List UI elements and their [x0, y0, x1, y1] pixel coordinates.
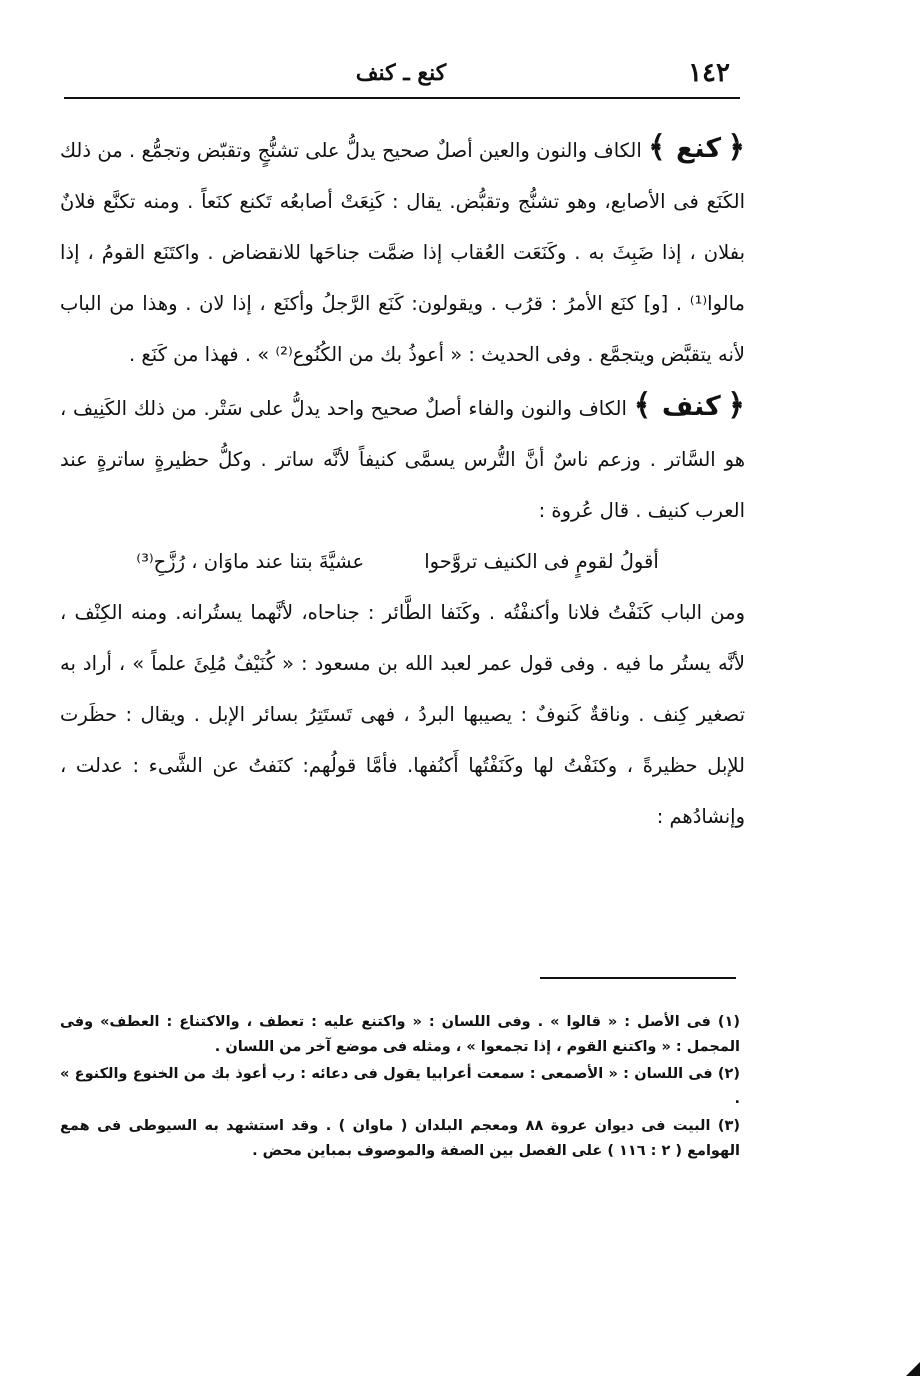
- headword-kana: كنع: [675, 133, 722, 164]
- footnotes: [60, 1010, 740, 1166]
- page-number: ١٤٢: [688, 58, 730, 88]
- bracket-close: ﴾: [648, 130, 666, 165]
- footnote-1: (١) فى الأصل : « قالوا » . وفى اللسان : « واكتنع عليه : تعطف ، والاكتناع : العطف» وفى المجمل : « واكتنع القوم ، إذا تجمعوا » ، ومثله فى موضع آخر من اللسان .: [60, 1014, 740, 1055]
- entry-kana-text: الكاف والنون والعين أصلٌ صحيح يدلُّ على تشنُّجٍ وتقبّض وتجمُّع . من ذلك الكَنَع فى الأصابع، وهو تشنُّج وتقبُّض. يقال : كَنِعَتْ أصابعُه تَكنع كنَعاً . ومنه تكنَّع فلانٌ بفلان ، إذا ضَبِثَ به . وكَنَعَت العُقاب إذا ضمَّت جناحَها للانقضاض . واكتَنَع القومُ ، إذا مالوا⁽¹⁾ . [و] كنَع الأمرُ : قرُب . ويقولون: كَنَع الرَّجلُ وأكنَع ، إذا لان . وهذا من الباب لأنه يتقبَّض ويتجمَّع . وفى الحديث : « أعوذُ بك من الكُنُوع⁽²⁾ » . فهذا من كَنَع .: [60, 139, 745, 366]
- bracket-close: ﴾: [633, 388, 652, 423]
- entry-kana: [60, 122, 745, 380]
- entry-kanaf-continuation: [60, 587, 745, 842]
- entry-kanaf-text: الكاف والنون والفاء أصلٌ صحيح واحد يدلُّ على سَتْر. من ذلك الكَنِيف ، هو السَّاتر . وزعم ناسٌ أنَّ التُّرس يسمَّى كنيفاً لأنَّه ساتر . وكلُّ حظيرةٍ ساترةٍ عند العرب كنيف . قال عُروة :: [60, 397, 745, 522]
- headword-kanaf: كنف: [661, 391, 721, 422]
- bracket-open: ﴿: [727, 130, 746, 165]
- header-rule: [64, 97, 740, 99]
- verse-hemistich-1: أقولُ لقومٍ فى الكنيف تروَّحوا: [424, 550, 659, 573]
- verse-hemistich-2: عشيَّةَ بتنا عند ماوَان ، رُزَّحِ⁽³⁾: [136, 550, 365, 573]
- footnote-2: (٢) فى اللسان : « الأصمعى : سمعت أعرابيا يقول فى دعائه : رب أعوذ بك من الخنوع والكنوع » .: [60, 1066, 740, 1107]
- main-text: [60, 122, 745, 842]
- footnote-3: (٣) البيت فى ديوان عروة ٨٨ ومعجم البلدان ( ماوان ) . وقد استشهد به السيوطى فى همع الهوامع ( ٢ : ١١٦ ) على الفصل بين الصفة والموصوف بمباين محض .: [60, 1118, 740, 1159]
- entry-kanaf: [60, 380, 745, 536]
- page-header: [64, 54, 738, 96]
- footnote-rule: [540, 977, 736, 979]
- poem-verse: [60, 536, 745, 587]
- running-title: كنع ـ كنف: [355, 60, 447, 86]
- entry-kanaf-text-2: ومن الباب كَنَفْتُ فلانا وأكنفْتُه . وكَنَفا الطَّائر : جناحاه، لأنَّهما يستُرانه. ومنه الكِنْف ، لأنَّه يستُر ما فيه . وفى قول عمر لعبد الله بن مسعود : « كُنَيْفٌ مُلِئَ علماً » ، أراد به تصغير كِنف . وناقةٌ كَنوفٌ : يصيبها البردُ ، فهى تَستَتِرُ بسائر الإبل . ويقال : حظَرت للإبل حظيرةً ، وكنَفْتُ لها وكَنَفْتُها أَكنُفها. فأمَّا قولُهم: كنَفتُ عن الشَّىء : عدلت ، وإنشادُهم :: [60, 601, 745, 828]
- bracket-open: ﴿: [727, 388, 745, 423]
- corner-mark: [906, 1362, 920, 1376]
